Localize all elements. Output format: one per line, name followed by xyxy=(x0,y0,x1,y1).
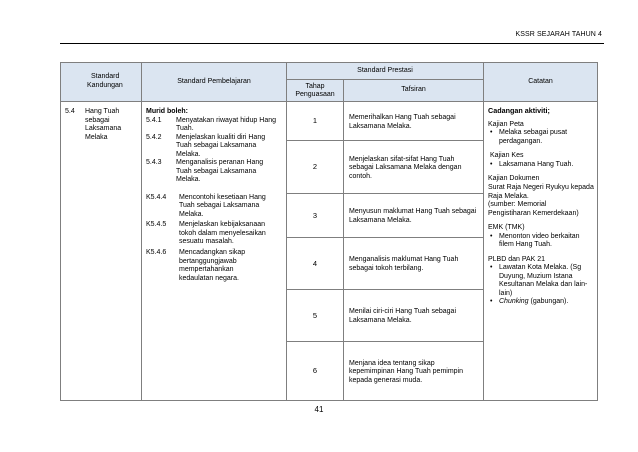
kajian-kes-title: Kajian Kes xyxy=(490,152,524,160)
tahap-4: 4 xyxy=(287,238,344,290)
kajian-peta-title: Kajian Peta xyxy=(488,120,524,128)
kajian-dokumen-text: Surat Raja Negeri Ryukyu kepada Raja Melaka. xyxy=(488,183,594,200)
cadangan-aktiviti-title: Cadangan aktiviti; xyxy=(488,106,550,115)
sp-item-k5-4-6: K5.4.6 Mencadangkan sikap bertanggungjawab mempertahankan kedaulatan negara. xyxy=(146,248,246,282)
tahap-1: 1 xyxy=(287,102,344,141)
emk-title: EMK (TMK) xyxy=(488,224,525,232)
kajian-dokumen-source: (sumber: Memorial Pengistiharan Kemerdekaan) xyxy=(488,201,579,217)
tahap-2: 2 xyxy=(287,141,344,194)
header-rule xyxy=(60,43,604,44)
murid-boleh-label: Murid boleh: xyxy=(146,108,188,115)
header-standard-pembelajaran: Standard Pembelajaran xyxy=(142,63,287,102)
tafsiran-6: Menjana idea tentang sikap kepemimpinan Hang Tuah pemimpin kepada generasi muda. xyxy=(344,342,484,401)
tahap-6: 6 xyxy=(287,342,344,401)
tafsiran-4: Menganalisis maklumat Hang Tuah sebagai tokoh terbilang. xyxy=(344,238,484,290)
kajian-peta-bullet: • Melaka sebagai pusat perdagangan. xyxy=(490,129,568,145)
kajian-dokumen-title: Kajian Dokumen xyxy=(488,175,540,183)
kajian-kes-bullet: • Laksamana Hang Tuah. xyxy=(490,160,574,168)
page-number: 41 xyxy=(314,405,324,414)
curriculum-table xyxy=(60,62,598,401)
sp-item-k5-4-5: K5.4.5 Menjelaskan kebijaksanaan tokoh dalam menyelesaikan sesuatu masalah. xyxy=(146,221,266,246)
sp-item-k5-4-4: K5.4.4 Mencontohi kesetiaan Hang Tuah sebagai Laksamana Melaka. xyxy=(146,193,266,218)
header-standard-prestasi: Standard Prestasi xyxy=(287,63,484,80)
emk-bullet: • Menonton video berkaitan filem Hang Tuah. xyxy=(490,232,580,249)
sp-item-5-4-2: 5.4.2 Menjelaskan kualiti diri Hang Tuah sebagai Laksamana Melaka. xyxy=(146,133,266,158)
tafsiran-2: Menjelaskan sifat-sifat Hang Tuah sebagai Laksamana Melaka dengan contoh. xyxy=(344,141,484,194)
plbd-bullet: • Lawatan Kota Melaka. (Sg Duyung, Muzium Istana Kesultanan Melaka dan lain-lain) xyxy=(490,264,588,297)
tahap-3: 3 xyxy=(287,194,344,238)
chunking-bullet: • Chunking (gabungan). xyxy=(490,298,569,306)
header-catatan: Catatan xyxy=(484,63,598,102)
sp-item-5-4-1: 5.4.1 Menyatakan riwayat hidup Hang Tuah. xyxy=(146,116,277,133)
tafsiran-5: Menilai ciri-ciri Hang Tuah sebagai Laksamana Melaka. xyxy=(344,290,484,342)
standard-kandungan-cell xyxy=(61,102,142,401)
tahap-5: 5 xyxy=(287,290,344,342)
document-header: KSSR SEJARAH TAHUN 4 xyxy=(515,31,602,38)
tafsiran-3: Menyusun maklumat Hang Tuah sebagai Laksamana Melaka. xyxy=(344,194,484,238)
header-tahap-penguasaan: Tahap Penguasaan xyxy=(287,80,344,102)
tafsiran-1: Memerihalkan Hang Tuah sebagai Laksamana Melaka. xyxy=(344,102,484,141)
standard-kandungan-text: Hang Tuah sebagai Laksamana Melaka xyxy=(85,108,122,141)
chunking-italic: Chunking xyxy=(499,298,529,306)
sp-item-5-4-3: 5.4.3 Menganalisis peranan Hang Tuah sebagai Laksamana Melaka. xyxy=(146,159,264,184)
plbd-title: PLBD dan PAK 21 xyxy=(488,255,546,263)
chunking-rest: (gabungan). xyxy=(528,298,569,306)
header-tafsiran: Tafsiran xyxy=(344,80,484,102)
standard-kandungan-code: 5.4 xyxy=(65,108,75,115)
standard-pembelajaran-cell xyxy=(142,102,287,401)
header-standard-kandungan: Standard Kandungan xyxy=(61,63,142,102)
catatan-cell xyxy=(484,102,598,401)
